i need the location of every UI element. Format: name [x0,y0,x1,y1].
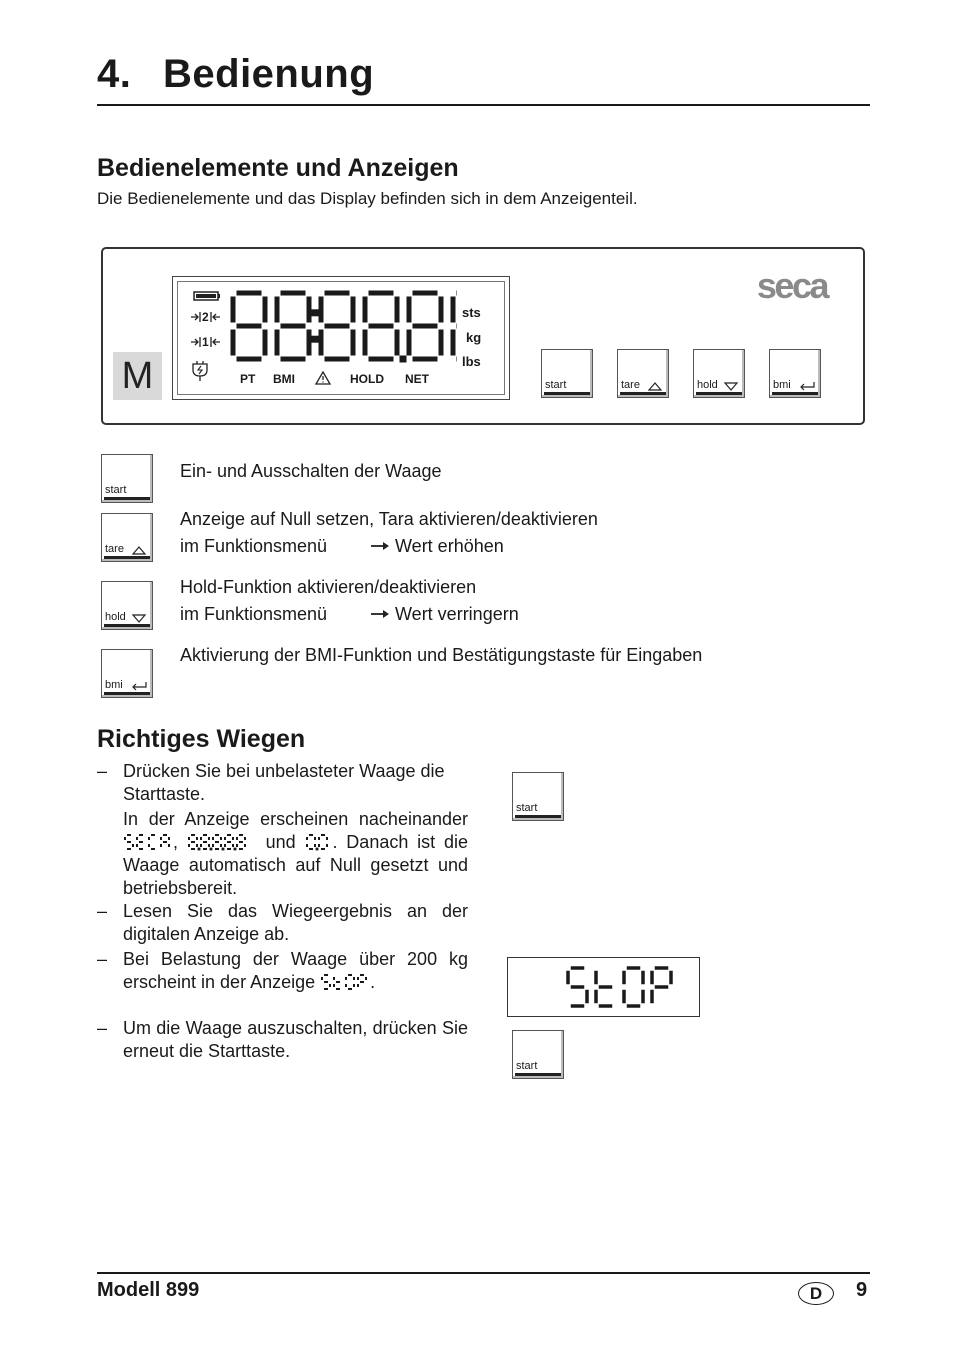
unit-kg: kg [466,330,482,345]
triangle-up-icon [131,544,147,555]
tare-button-label: tare [621,379,640,391]
legend-hold-text [180,574,519,628]
step-dash: – [97,761,108,781]
chapter-number: 4. [97,52,132,96]
triangle-up-icon [647,380,663,391]
legend-hold-arrow-text: Wert verringern [395,604,519,624]
hold-button[interactable] [693,349,745,398]
legend-hold-key [101,581,153,630]
legend-tare-menu-line [180,533,598,560]
step-3-end: . [370,972,376,992]
memory-number-1: 1 [202,335,209,349]
step-2-text: Lesen Sie das Wiegeergebnis an der digitalen Anzeige ab. [123,901,468,944]
enter-arrow-icon [799,380,815,391]
hold-button-label: hold [697,379,718,391]
start-button-label: start [545,379,567,391]
stop-display [507,957,700,1017]
status-hold: HOLD [350,372,384,386]
seg-word-zero [305,833,333,851]
battery-icon [193,291,221,301]
arrow-right-icon [370,609,390,619]
stop-display-digits [508,958,701,1018]
legend-tare-line: Anzeige auf Null setzen, Tara aktivieren/deaktivieren [180,509,598,529]
footer-rule [97,1272,870,1274]
footer-page-number: 9 [856,1279,868,1301]
legend-bmi-text [180,642,702,669]
step-start-key [512,772,564,821]
step-start-key-2 [512,1030,564,1079]
legend-tare-text [180,506,598,560]
arrow-right-bar-icon [191,311,201,323]
section-intro: Die Bedienelemente und das Display befinden sich in dem Anzeigenteil. [97,189,638,208]
seg-word-seca [123,833,173,851]
status-bmi: BMI [273,372,295,386]
status-net: NET [405,372,429,386]
step-1-detail-start: In der Anzeige erscheinen nacheinander [123,809,468,829]
tare-button[interactable] [617,349,669,398]
memory-indicator-2 [191,310,220,324]
warning-icon [315,371,331,385]
lcd-display [172,276,510,400]
legend-hold-sub: im Funktionsmenü [180,604,328,624]
legend-tare-key-label: tare [105,543,124,555]
step-1-text: Drücken Sie bei unbelasteter Waage die Starttaste. [123,761,445,804]
step-1-detail-end: . Danach ist die Waage automatisch auf Null gesetzt und betriebsbereit. [123,832,468,898]
memory-number-2: 2 [202,310,209,324]
legend-bmi-key [101,649,153,698]
step-dash: – [97,1018,108,1038]
legend-tare-key [101,513,153,562]
step-1-sep1: , [173,832,179,852]
legend-bmi-line: Aktivierung der BMI-Funktion und Bestätigungstaste für Eingaben [180,645,703,665]
memory-indicator-1 [191,335,220,349]
chapter-name: Bedienung [163,52,375,96]
weighing-steps [97,760,468,1063]
seca-logo: seca [756,265,827,306]
step-4-text: Um die Waage auszuschalten, drücken Sie erneut die Starttaste. [123,1018,468,1061]
step-1-detail [123,808,468,900]
triangle-down-icon [723,380,739,391]
step-dash: – [97,949,108,969]
arrow-left-bar-icon [210,311,220,323]
arrow-right-icon [370,541,390,551]
legend-start-key [101,454,153,503]
legend-tare-arrow-text: Wert erhöhen [395,536,504,556]
section-heading-controls: Bedienelemente und Anzeigen [97,154,459,182]
bmi-button[interactable] [769,349,821,398]
unit-sts: sts [462,305,481,320]
display-panel [101,247,865,425]
triangle-down-icon [131,612,147,623]
legend-start-key-label: start [105,484,127,496]
section-heading-weighing: Richtiges Wiegen [97,725,306,753]
mains-plug-icon [191,361,209,381]
step-start-key-2-label: start [516,1060,538,1072]
step-1-sep2: und [265,832,296,852]
title-rule [97,104,870,106]
legend-start-line: Ein- und Ausschalten der Waage [180,461,442,481]
legend-hold-line: Hold-Funktion aktivieren/deaktivieren [180,577,477,597]
seg-word-stop [320,973,370,991]
footer-model: Modell 899 [97,1279,200,1301]
arrow-right-bar-icon [191,336,201,348]
chapter-title [97,52,374,97]
arrow-left-bar-icon [210,336,220,348]
step-2 [97,900,468,946]
start-button[interactable] [541,349,593,398]
footer-language-badge: D [798,1282,834,1305]
lcd-digits [229,287,457,367]
enter-arrow-icon [131,680,147,691]
step-1 [97,760,468,900]
bmi-button-label: bmi [773,379,791,391]
status-pt: PT [240,372,256,386]
legend-bmi-key-label: bmi [105,679,123,691]
seg-word-all-eights [187,833,257,851]
legend-start-text [180,458,442,485]
step-3 [97,948,468,994]
legend-hold-menu-line [180,601,519,628]
step-3-text: Bei Belastung der Waage über 200 kg erscheint in der Anzeige [123,949,468,992]
step-dash: – [97,901,108,921]
unit-lbs: lbs [462,354,481,369]
legend-tare-sub: im Funktionsmenü [180,536,328,556]
step-4 [97,1017,468,1063]
legend-hold-key-label: hold [105,611,126,623]
step-start-key-label: start [516,802,538,814]
m-key[interactable]: M [113,352,162,400]
